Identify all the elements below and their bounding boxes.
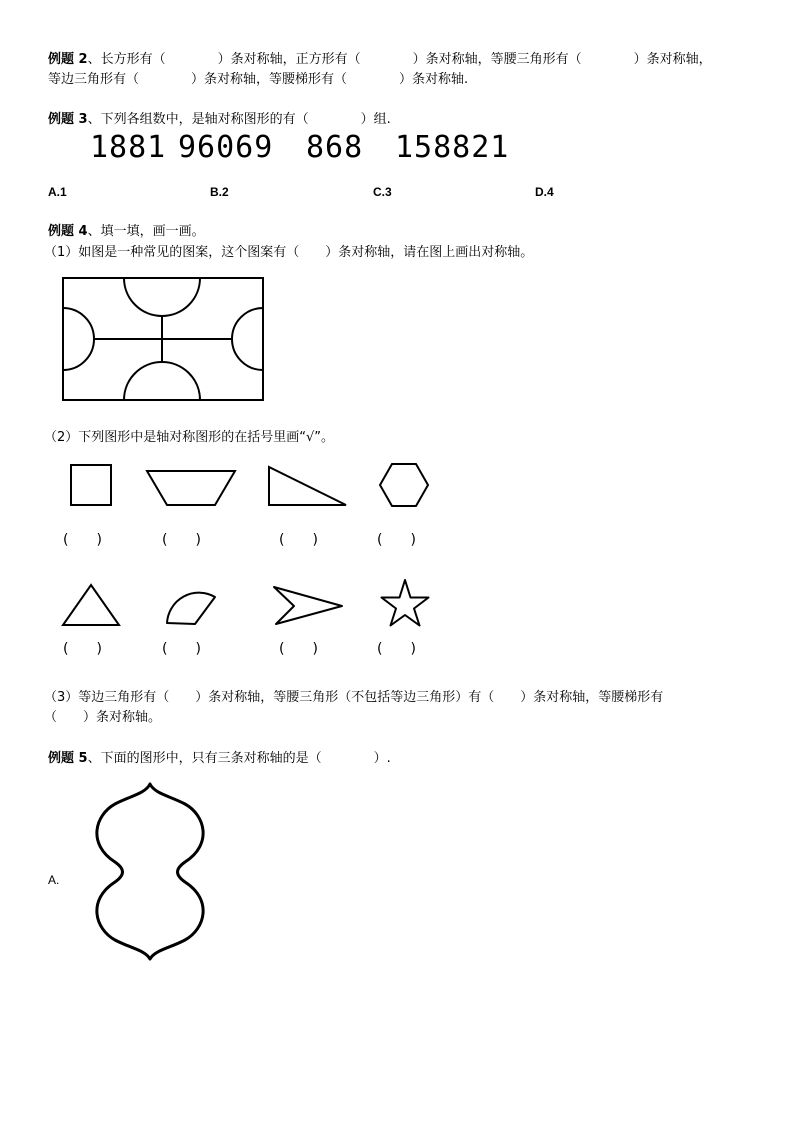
ex3-question xyxy=(48,110,391,130)
ex4-q3-line2: （ ）条对称轴。 xyxy=(44,710,162,725)
sector-shape xyxy=(163,587,219,627)
ex4-q3-line1: （3）等边三角形有（ ）条对称轴，等腰三角形（不包括等边三角形）有（ ）条对称轴，等腰梯形有 xyxy=(44,690,664,705)
ex3-text: 、下列各组数中，是轴对称图形的有（ ）组. xyxy=(87,112,391,127)
paren-5[interactable]: ( ) xyxy=(63,641,102,657)
star-shape xyxy=(380,579,430,627)
ex3-number-4: 158821 xyxy=(395,130,510,165)
ex4-text: 、填一填，画一画。 xyxy=(87,224,205,239)
ex3-option-b: B.2 xyxy=(210,185,229,199)
pattern-figure xyxy=(62,277,264,401)
right-triangle-shape xyxy=(268,466,348,506)
ex3-number-1: 1881 xyxy=(90,130,167,165)
ex2-label: 例题 2 xyxy=(48,52,88,67)
ex3-option-a: A.1 xyxy=(48,185,67,199)
paren-6[interactable]: ( ) xyxy=(162,641,201,657)
ex5-question xyxy=(48,749,391,769)
ex2-line1 xyxy=(48,50,712,70)
ex3-label: 例题 3 xyxy=(48,112,88,127)
ex2-text1: 、长方形有（ ）条对称轴，正方形有（ ）条对称轴，等腰三角形有（ ）条对称轴， xyxy=(87,52,712,67)
paren-8[interactable]: ( ) xyxy=(377,641,416,657)
arrowhead-shape xyxy=(272,586,344,626)
ex5-text: 、下面的图形中，只有三条对称轴的是（ ）. xyxy=(87,751,391,766)
ex3-number-2: 96069 xyxy=(178,130,274,165)
paren-4[interactable]: ( ) xyxy=(377,532,416,548)
gourd-shape xyxy=(90,782,210,962)
ex3-number-3: 868 xyxy=(306,130,364,165)
ex4-q1: （1）如图是一种常见的图案，这个图案有（ ）条对称轴，请在图上画出对称轴。 xyxy=(44,245,534,260)
paren-1[interactable]: ( ) xyxy=(63,532,102,548)
hexagon-shape xyxy=(379,463,429,507)
ex4-heading xyxy=(48,222,205,242)
ex4-label: 例题 4 xyxy=(48,224,88,239)
square-shape xyxy=(70,464,112,506)
ex4-q2: （2）下列图形中是轴对称图形的在括号里画“√”。 xyxy=(44,430,335,445)
ex2-line2: 等边三角形有（ ）条对称轴，等腰梯形有（ ）条对称轴. xyxy=(48,72,469,87)
paren-7[interactable]: ( ) xyxy=(279,641,318,657)
paren-2[interactable]: ( ) xyxy=(162,532,201,548)
ex3-option-c: C.3 xyxy=(373,185,392,199)
ex3-option-d: D.4 xyxy=(535,185,554,199)
triangle-shape xyxy=(62,584,120,626)
paren-3[interactable]: ( ) xyxy=(279,532,318,548)
ex5-option-a: A. xyxy=(48,873,60,887)
trapezoid-shape xyxy=(146,470,236,506)
ex5-label: 例题 5 xyxy=(48,751,88,766)
